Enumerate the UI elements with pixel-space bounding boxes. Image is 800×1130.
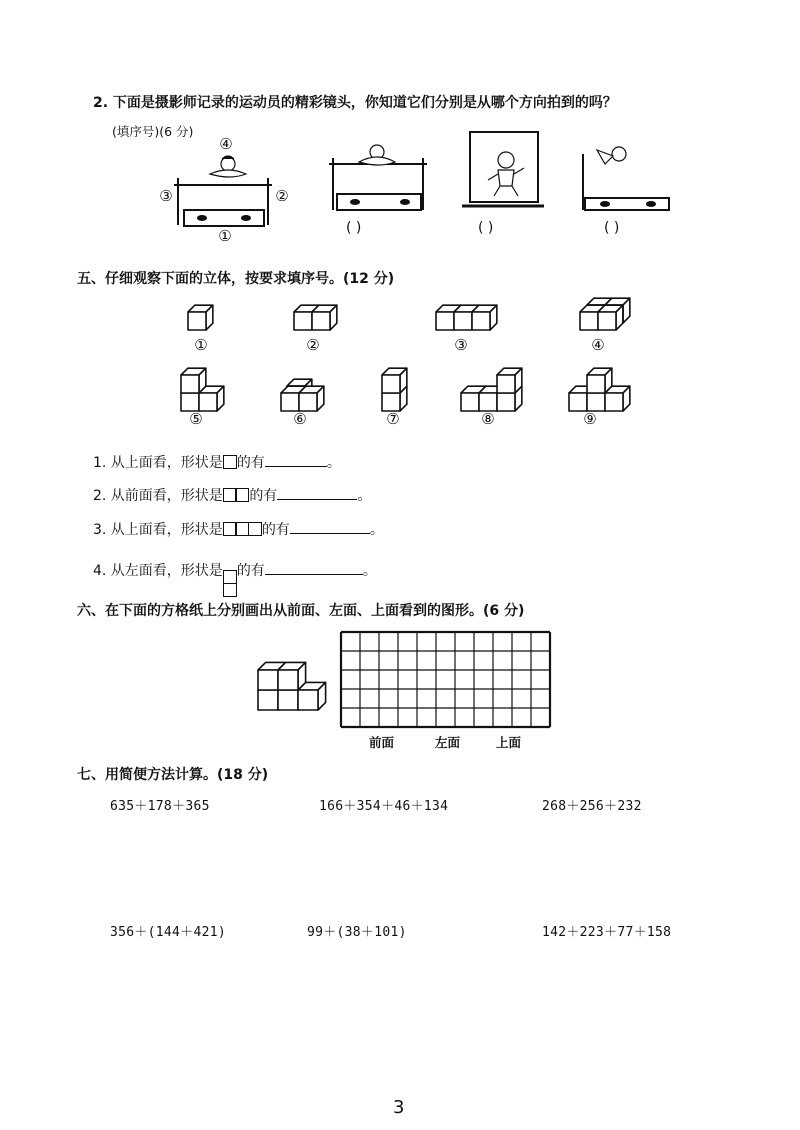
expression-5: 99＋(38＋101): [307, 925, 407, 940]
question-4-suffix: 的有: [236, 563, 265, 579]
answer-slot-1[interactable]: ( ): [346, 220, 362, 236]
solid-label-6: ⑥: [293, 410, 307, 428]
solid-label-1: ①: [194, 336, 208, 354]
part-seven-title: 七、用简便方法计算。(18 分): [77, 767, 269, 783]
question-1-end: 。: [326, 455, 341, 471]
expression-2: 166＋354＋46＋134: [319, 799, 449, 814]
direction-label-top: ④: [219, 135, 233, 153]
page-number: 3: [393, 1097, 405, 1118]
question-3-end: 。: [369, 522, 384, 538]
grid-label-left: 左面: [435, 735, 461, 750]
question-4-prefix: 4. 从左面看，形状是: [93, 563, 223, 579]
grid-lines: [341, 632, 550, 727]
question-2-prefix: 2. 从前面看，形状是: [93, 488, 223, 504]
grid-paper: [341, 632, 551, 732]
solid-label-3: ③: [454, 336, 468, 354]
question-1-prefix: 1. 从上面看，形状是: [93, 455, 223, 471]
question-3-prefix: 3. 从上面看，形状是: [93, 522, 223, 538]
part-six-cube: [278, 662, 306, 690]
question-4-end: 。: [362, 563, 377, 579]
solid-label-7: ⑦: [386, 410, 400, 428]
solid-label-2: ②: [306, 336, 320, 354]
question-1-suffix: 的有: [236, 455, 265, 471]
solid-label-8: ⑧: [481, 410, 495, 428]
grid-label-front: 前面: [369, 735, 395, 750]
question-2-note: (填序号)(6 分): [112, 124, 194, 139]
expression-6: 142＋223＋77＋158: [542, 925, 672, 940]
question-2-suffix: 的有: [249, 488, 278, 504]
expression-1: 635＋178＋365: [110, 799, 210, 814]
question-3-suffix: 的有: [261, 522, 290, 538]
expression-4: 356＋(144＋421): [110, 925, 226, 940]
solid-label-4: ④: [591, 336, 605, 354]
expression-3: 268＋256＋232: [542, 799, 642, 814]
solid-label-5: ⑤: [189, 410, 203, 428]
direction-label-front: ①: [218, 227, 232, 245]
direction-label-left: ③: [159, 187, 173, 205]
answer-slot-3[interactable]: ( ): [604, 220, 620, 236]
answer-slot-2[interactable]: ( ): [478, 220, 494, 236]
direction-label-right: ②: [275, 187, 289, 205]
solid-label-9: ⑨: [583, 410, 597, 428]
grid-label-top: 上面: [496, 735, 522, 750]
part-five-title: 五、仔细观察下面的立体，按要求填序号。(12 分): [77, 271, 395, 287]
question-2-title: 2. 下面是摄影师记录的运动员的精彩镜头，你知道它们分别是从哪个方向拍到的吗？: [93, 95, 617, 111]
question-2-end: 。: [357, 488, 372, 504]
part-six-title: 六、在下面的方格纸上分别画出从前面、左面、上面看到的图形。(6 分): [77, 603, 525, 619]
